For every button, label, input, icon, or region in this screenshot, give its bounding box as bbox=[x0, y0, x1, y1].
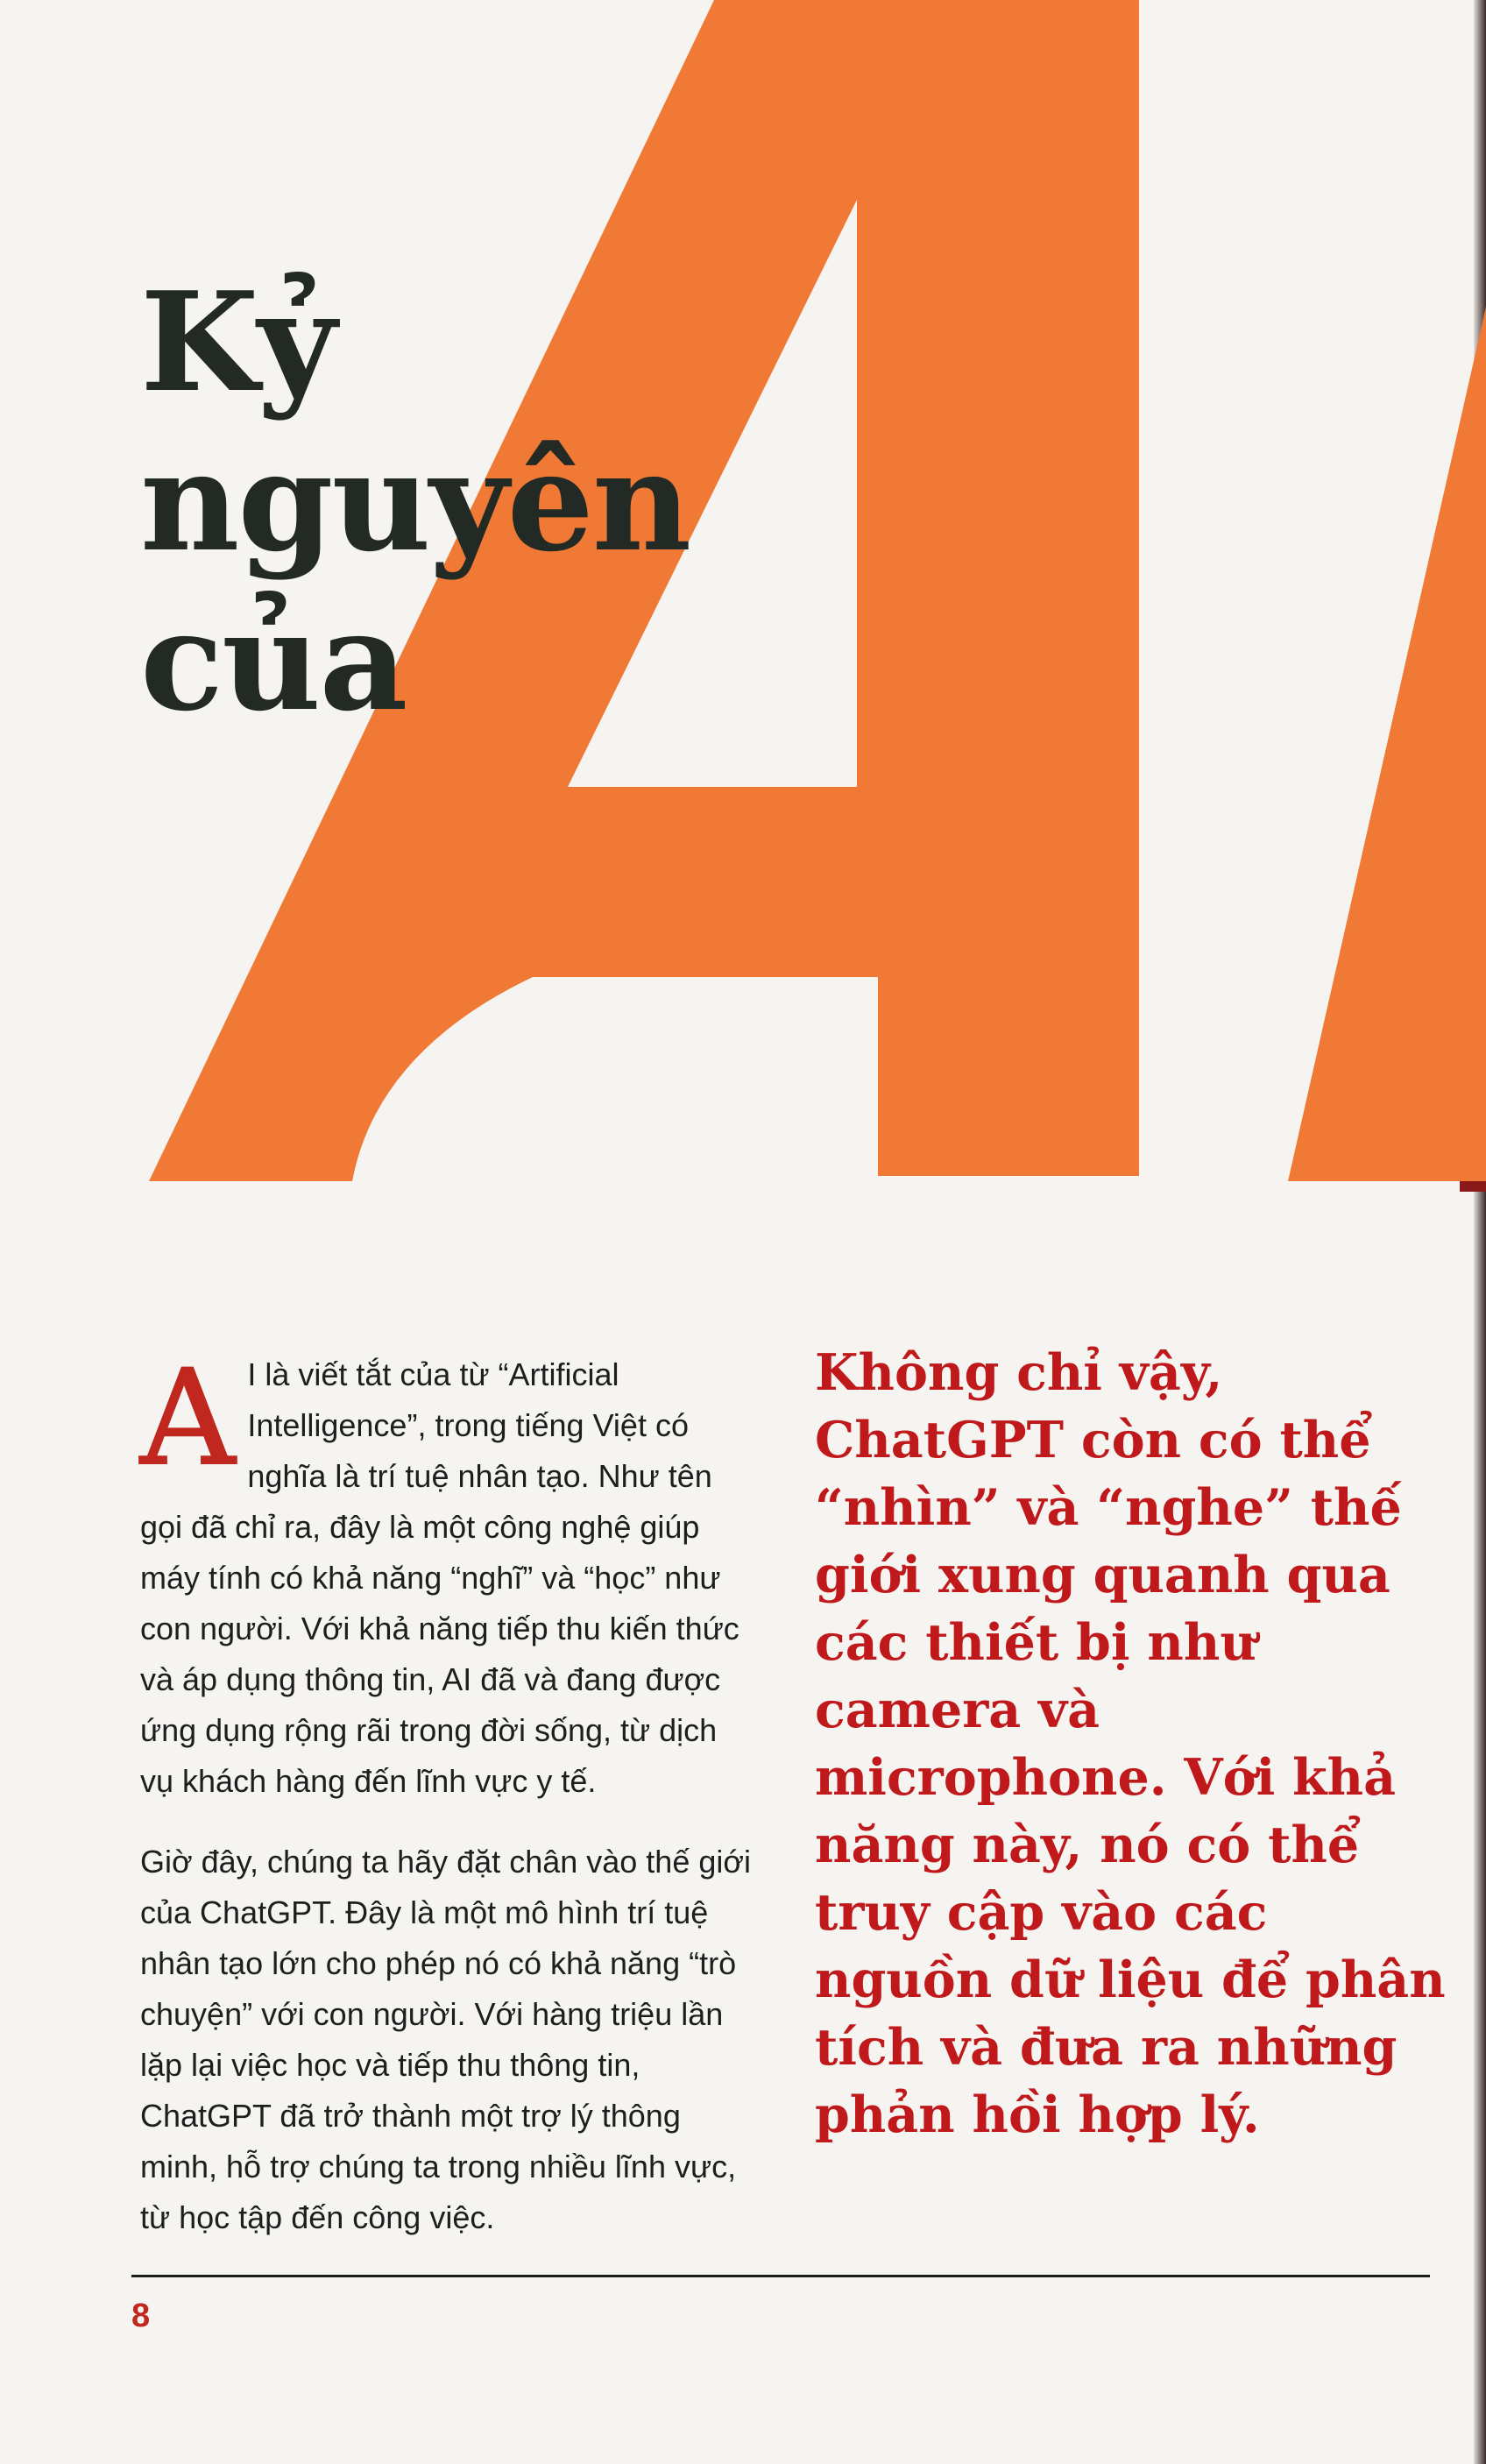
title-line-1: Kỷ bbox=[140, 262, 336, 422]
pull-quote: Không chỉ vậy, ChatGPT còn có thể “nhìn” và “nghe” thế giới xung quanh qua các thiết bị như camera và microphone. Với khả năng này, nó có thể truy cập vào các nguồn dữ liệu để phân tích và đưa ra những phản hồi hợp lý. bbox=[815, 1343, 1446, 2144]
chatgpt-paragraph: Giờ đây, chúng ta hãy đặt chân vào thế giới của ChatGPT. Đây là một mô hình trí tuệ nhân tạo lớn cho phép nó có khả năng “trò chuyện” với con người. Với hàng triệu lần lặp lại việc học và tiếp thu thông tin, ChatGPT đã trở thành một trợ lý thông minh, hỗ trợ chúng ta trong nhiều lĩnh vực, từ học tập đến công việc. bbox=[140, 1844, 751, 2235]
body-column bbox=[140, 1342, 754, 2273]
drop-cap: A bbox=[140, 1342, 236, 1495]
intro-paragraph-text: I là viết tắt của từ “Artificial Intelligence”, trong tiếng Việt có nghĩa là trí tuệ nhân tạo. Như tên gọi đã chỉ ra, đây là một công nghệ giúp máy tính có khả năng “nghĩ” và “học” như con người. Với khả năng tiếp thu kiến thức và áp dụng thông tin, AI đã và đang được ứng dụng rộng rãi trong đời sống, từ dịch vụ khách hàng đến lĩnh vực y tế. bbox=[140, 1356, 739, 1799]
title-line-2: nguyên bbox=[140, 421, 690, 582]
big-letter-i bbox=[1288, 307, 1486, 1181]
page-number: 8 bbox=[131, 2298, 151, 2334]
intro-paragraph bbox=[140, 1342, 754, 1807]
title-line-3: của bbox=[140, 581, 407, 741]
footer-rule bbox=[131, 2275, 1430, 2277]
page-title bbox=[140, 263, 690, 741]
